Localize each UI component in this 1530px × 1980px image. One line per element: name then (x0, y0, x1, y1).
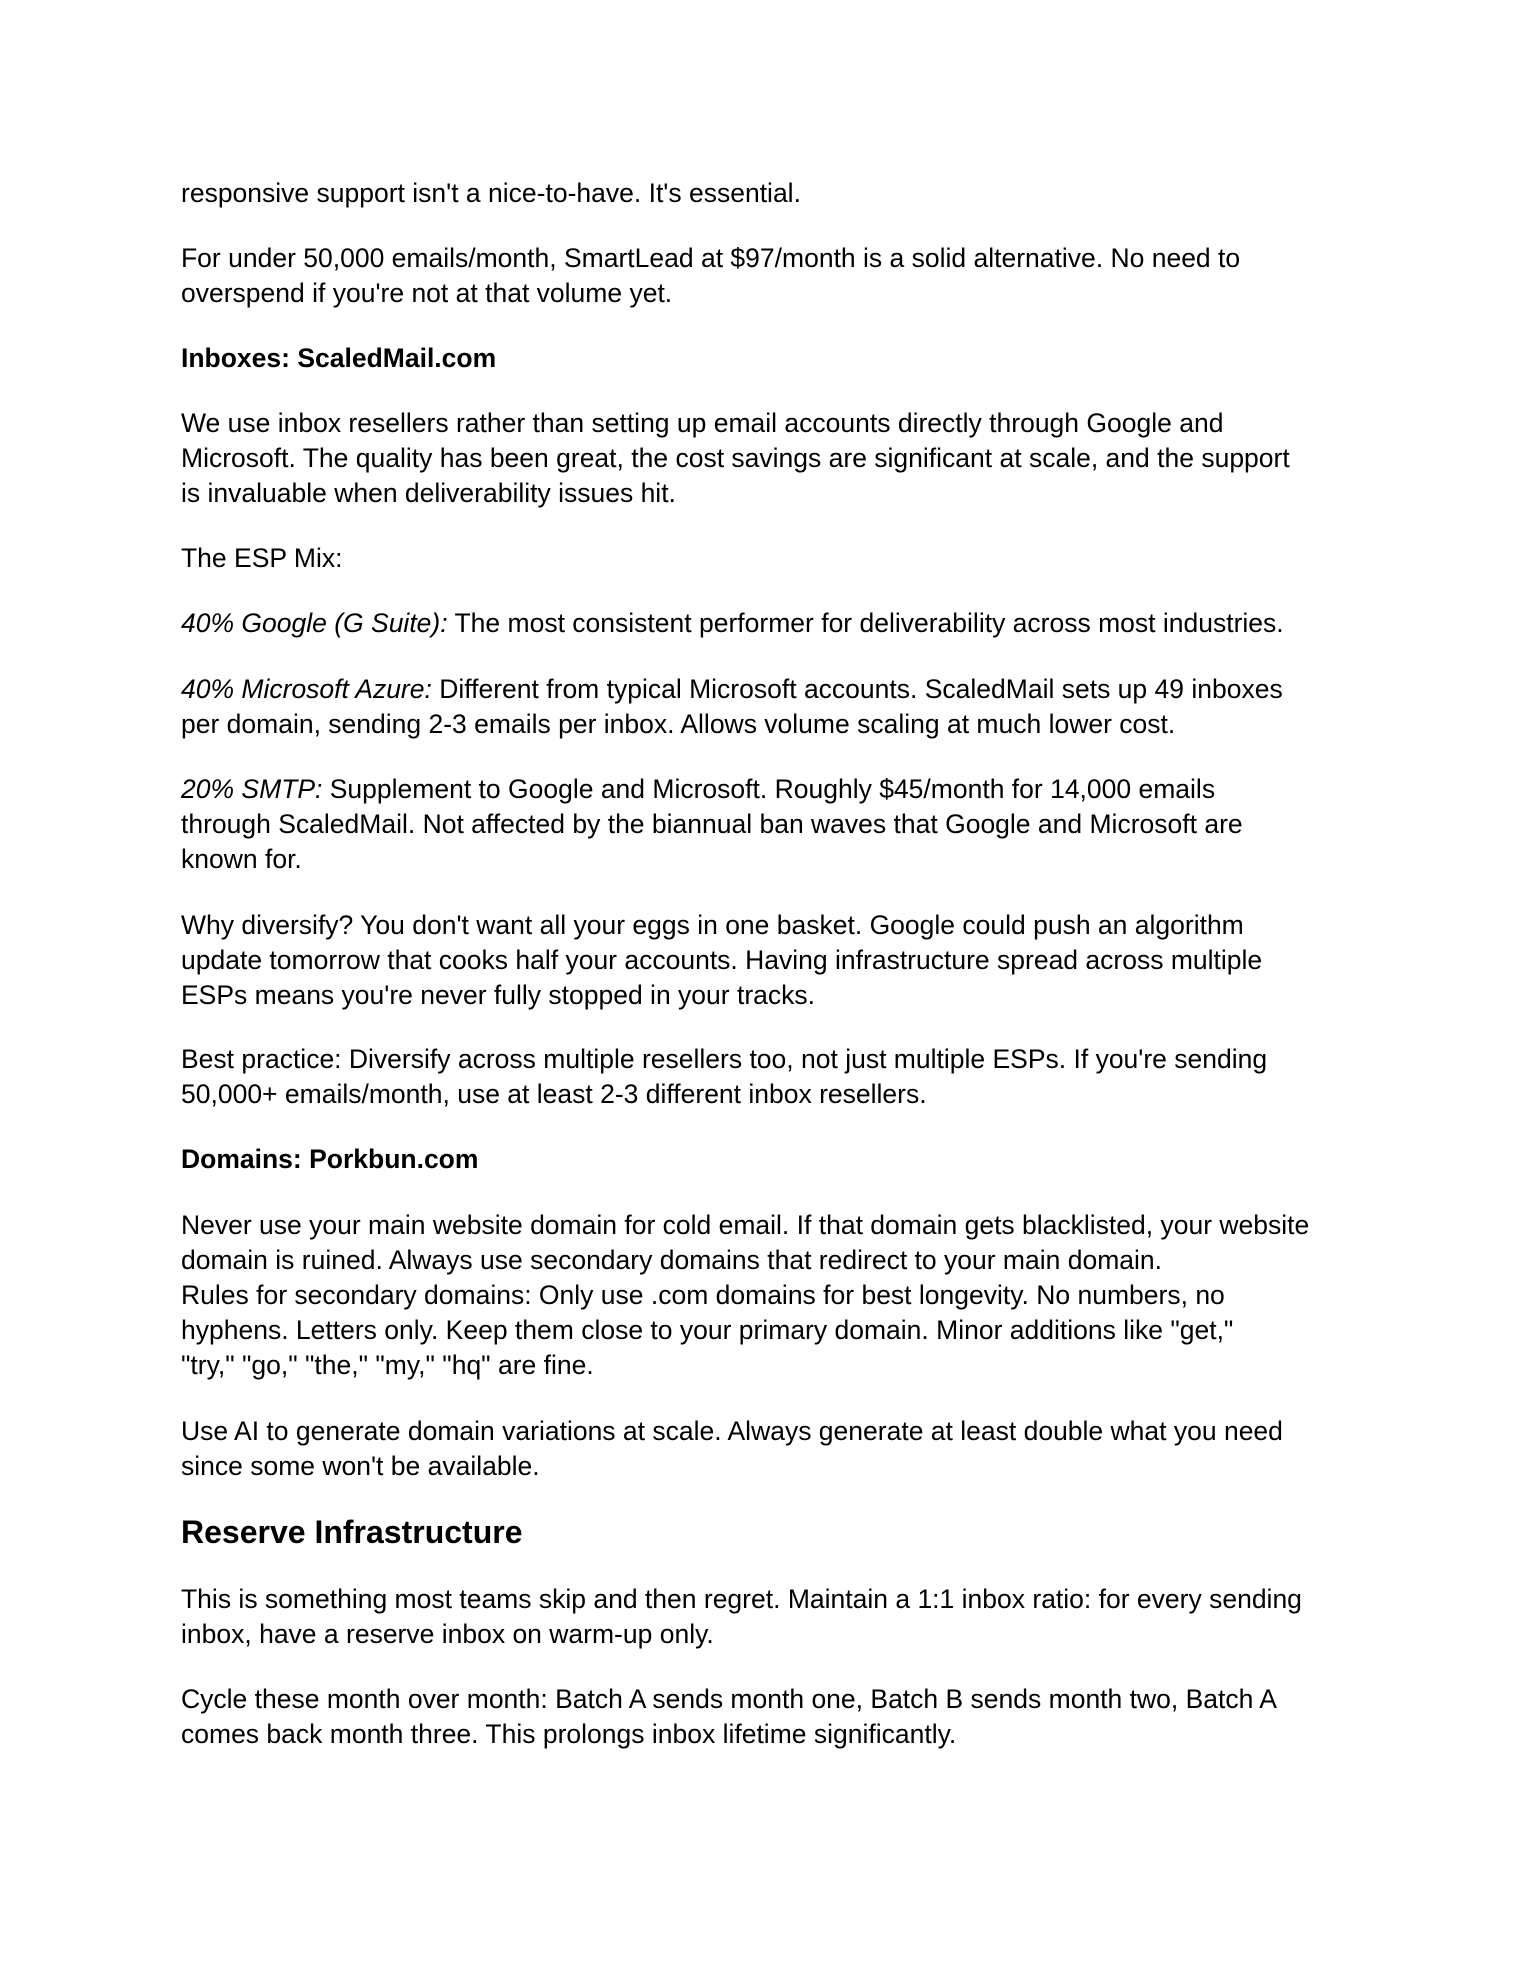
paragraph-line: inbox, have a reserve inbox on warm-up only. (181, 1619, 714, 1649)
google-lead: 40% Google (G Suite): (181, 608, 448, 638)
paragraph-line: through ScaledMail. Not affected by the biannual ban waves that Google and Microsoft are (181, 809, 1243, 839)
paragraph-ai-domains (181, 1414, 1361, 1484)
paragraph-line: comes back month three. This prolongs inbox lifetime significantly. (181, 1719, 957, 1749)
paragraph-line: responsive support isn't a nice-to-have. It's essential. (181, 178, 801, 208)
paragraph-line: Rules for secondary domains: Only use .com domains for best longevity. No numbers, no (181, 1280, 1225, 1310)
paragraph-line: hyphens. Letters only. Keep them close to your primary domain. Minor additions like "get," (181, 1315, 1234, 1345)
paragraph-line: Use AI to generate domain variations at scale. Always generate at least double what you need (181, 1416, 1283, 1446)
heading-inboxes: Inboxes: ScaledMail.com (181, 343, 497, 373)
paragraph-line: ESPs means you're never fully stopped in your tracks. (181, 980, 815, 1010)
heading-reserve-infrastructure: Reserve Infrastructure (181, 1514, 523, 1550)
paragraph-line: Cycle these month over month: Batch A sends month one, Batch B sends month two, Batch A (181, 1684, 1277, 1714)
paragraph-best-practice (181, 1042, 1361, 1112)
azure-text: Different from typical Microsoft accounts. ScaledMail sets up 49 inboxes (431, 674, 1283, 704)
paragraph-azure (181, 672, 1361, 742)
smtp-text: Supplement to Google and Microsoft. Roughly $45/month for 14,000 emails (322, 774, 1216, 804)
paragraph-line: domain is ruined. Always use secondary domains that redirect to your main domain. (181, 1245, 1162, 1275)
paragraph-line: overspend if you're not at that volume yet. (181, 278, 673, 308)
google-text: The most consistent performer for deliverability across most industries. (447, 608, 1284, 638)
paragraph-line: For under 50,000 emails/month, SmartLead at $97/month is a solid alternative. No need to (181, 243, 1241, 273)
paragraph-line: Why diversify? You don't want all your eggs in one basket. Google could push an algorithm (181, 910, 1244, 940)
smtp-lead: 20% SMTP: (181, 774, 323, 804)
paragraph-line: "try," "go," "the," "my," "hq" are fine. (181, 1350, 594, 1380)
paragraph-line: Never use your main website domain for cold email. If that domain gets blacklisted, your website (181, 1210, 1310, 1240)
paragraph-line: Microsoft. The quality has been great, the cost savings are significant at scale, and the support (181, 443, 1290, 473)
paragraph-main-domain (181, 1208, 1361, 1383)
paragraph-line: since some won't be available. (181, 1451, 540, 1481)
paragraph-line: Best practice: Diversify across multiple resellers too, not just multiple ESPs. If you're sending (181, 1044, 1268, 1074)
paragraph-cycle (181, 1682, 1361, 1752)
paragraph-smtp (181, 772, 1361, 877)
paragraph-support (181, 176, 1361, 211)
paragraph-line (181, 772, 1361, 807)
paragraph-inbox-ratio (181, 1582, 1361, 1652)
paragraph-line: is invaluable when deliverability issues hit. (181, 478, 676, 508)
paragraph-line: known for. (181, 844, 302, 874)
paragraph-line (181, 672, 1361, 707)
paragraph-smartlead (181, 241, 1361, 311)
paragraph-esp-mix: The ESP Mix: (181, 543, 343, 573)
heading-domains: Domains: Porkbun.com (181, 1144, 479, 1174)
paragraph-line: This is something most teams skip and then regret. Maintain a 1:1 inbox ratio: for every sending (181, 1584, 1302, 1614)
paragraph-line: 50,000+ emails/month, use at least 2-3 different inbox resellers. (181, 1079, 927, 1109)
paragraph-why-diversify (181, 908, 1361, 1013)
paragraph-inbox-resellers (181, 406, 1361, 511)
paragraph-line: per domain, sending 2-3 emails per inbox. Allows volume scaling at much lower cost. (181, 709, 1176, 739)
paragraph-line (181, 606, 1361, 641)
paragraph-line: We use inbox resellers rather than setting up email accounts directly through Google and (181, 408, 1224, 438)
paragraph-line: update tomorrow that cooks half your accounts. Having infrastructure spread across multiple (181, 945, 1263, 975)
azure-lead: 40% Microsoft Azure: (181, 674, 432, 704)
paragraph-google (181, 606, 1361, 641)
